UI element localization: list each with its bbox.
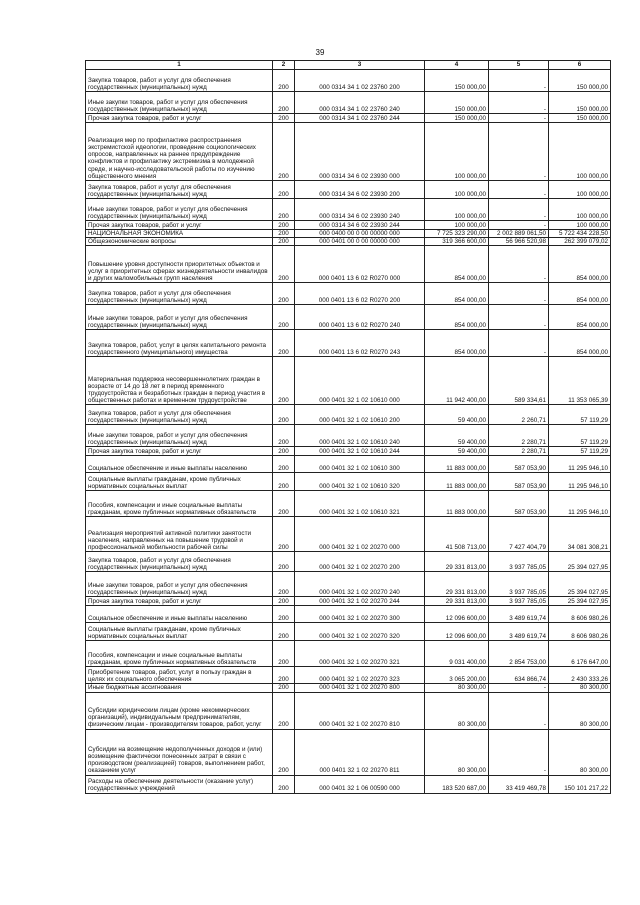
row-executed-amount-cell: 3 937 785,05 bbox=[489, 597, 549, 606]
row-line-code-cell: 200 bbox=[273, 606, 295, 623]
table-row bbox=[86, 692, 611, 729]
row-name-cell: Приобретение товаров, работ, услуг в пользу граждан в целях их социального обеспечения bbox=[86, 667, 273, 684]
row-budget-code-cell: 000 0401 32 1 02 10610 321 bbox=[295, 491, 425, 517]
row-executed-amount-cell: 3 489 619,74 bbox=[489, 606, 549, 623]
row-remaining-amount-cell: 100 000,00 bbox=[549, 181, 611, 199]
row-name-cell: Субсидии на возмещение недополученных доходов и (или) возмещение фактически понесенных затрат в связи с производством (реализацией) товаров, выполнением работ, оказанием услуг bbox=[86, 729, 273, 775]
row-executed-amount-cell: - bbox=[489, 221, 549, 230]
table-row bbox=[86, 405, 611, 425]
row-line-code-cell: 200 bbox=[273, 775, 295, 793]
row-budget-code-cell: 000 0401 32 1 02 20270 000 bbox=[295, 517, 425, 552]
row-name-cell: Иные закупки товаров, работ и услуг для обеспечения государственных (муниципальных) нужд bbox=[86, 572, 273, 597]
row-budget-code-cell: 000 0401 32 1 02 20270 800 bbox=[295, 684, 425, 692]
table-row bbox=[86, 775, 611, 793]
row-budget-code-cell: 000 0401 32 1 02 20270 200 bbox=[295, 552, 425, 572]
table-row bbox=[86, 491, 611, 517]
row-approved-amount-cell: 150 000,00 bbox=[425, 70, 489, 92]
row-name-cell: Реализация мер по профилактике распространения экстремистской идеологии, проведение социологических опросов, направленных на раннее предупреждение конфликтов и профилактику экстремизма в молодежной среде, и научно-исследовательской работы по изучению общественного мнения bbox=[86, 123, 273, 181]
row-executed-amount-cell: 587 053,90 bbox=[489, 491, 549, 517]
row-remaining-amount-cell: 854 000,00 bbox=[549, 330, 611, 357]
row-approved-amount-cell: 11 883 000,00 bbox=[425, 491, 489, 517]
row-executed-amount-cell: - bbox=[489, 70, 549, 92]
row-executed-amount-cell: - bbox=[489, 114, 549, 123]
row-approved-amount-cell: 80 300,00 bbox=[425, 729, 489, 775]
row-line-code-cell: 200 bbox=[273, 597, 295, 606]
row-approved-amount-cell: 11 883 000,00 bbox=[425, 473, 489, 491]
row-line-code-cell: 200 bbox=[273, 623, 295, 641]
row-remaining-amount-cell: 854 000,00 bbox=[549, 283, 611, 305]
row-name-cell: Прочая закупка товаров, работ и услуг bbox=[86, 221, 273, 230]
row-budget-code-cell: 000 0401 32 1 02 10610 240 bbox=[295, 425, 425, 447]
row-name-cell: Прочая закупка товаров, работ и услуг bbox=[86, 597, 273, 606]
row-budget-code-cell: 000 0401 32 1 02 10610 320 bbox=[295, 473, 425, 491]
row-name-cell: Закупка товаров, работ и услуг для обеспечения государственных (муниципальных) нужд bbox=[86, 552, 273, 572]
row-budget-code-cell: 000 0401 32 1 02 20270 240 bbox=[295, 572, 425, 597]
row-budget-code-cell: 000 0314 34 6 02 23930 000 bbox=[295, 123, 425, 181]
row-remaining-amount-cell: 2 430 333,26 bbox=[549, 667, 611, 684]
column-header-5: 5 bbox=[489, 61, 549, 70]
budget-execution-table bbox=[85, 60, 611, 794]
row-name-cell: Реализация мероприятий активной политики занятости населения, направленных на повышение трудовой и профессиональной мобильности рабочей силы bbox=[86, 517, 273, 552]
row-line-code-cell: 200 bbox=[273, 447, 295, 456]
row-line-code-cell: 200 bbox=[273, 552, 295, 572]
table-row bbox=[86, 456, 611, 473]
row-executed-amount-cell: - bbox=[489, 199, 549, 221]
row-executed-amount-cell: 634 866,74 bbox=[489, 667, 549, 684]
row-executed-amount-cell: 2 002 889 061,50 bbox=[489, 230, 549, 238]
row-line-code-cell: 200 bbox=[273, 641, 295, 667]
row-budget-code-cell: 000 0401 13 6 02 R0270 243 bbox=[295, 330, 425, 357]
table-row bbox=[86, 641, 611, 667]
row-remaining-amount-cell: 80 300,00 bbox=[549, 692, 611, 729]
row-line-code-cell: 200 bbox=[273, 70, 295, 92]
row-remaining-amount-cell: 11 353 065,39 bbox=[549, 357, 611, 405]
row-approved-amount-cell: 854 000,00 bbox=[425, 283, 489, 305]
table-row bbox=[86, 425, 611, 447]
table-row bbox=[86, 517, 611, 552]
row-approved-amount-cell: 100 000,00 bbox=[425, 221, 489, 230]
row-budget-code-cell: 000 0401 13 6 02 R0270 240 bbox=[295, 305, 425, 330]
column-header-3: 3 bbox=[295, 61, 425, 70]
row-executed-amount-cell: 587 053,90 bbox=[489, 473, 549, 491]
row-approved-amount-cell: 59 400,00 bbox=[425, 447, 489, 456]
row-approved-amount-cell: 3 065 200,00 bbox=[425, 667, 489, 684]
row-name-cell: Расходы на обеспечение деятельности (оказание услуг) государственных учреждений bbox=[86, 775, 273, 793]
row-line-code-cell: 200 bbox=[273, 684, 295, 692]
row-remaining-amount-cell: 262 399 079,02 bbox=[549, 238, 611, 246]
row-remaining-amount-cell: 57 119,29 bbox=[549, 405, 611, 425]
row-approved-amount-cell: 80 300,00 bbox=[425, 692, 489, 729]
table-row bbox=[86, 238, 611, 246]
row-approved-amount-cell: 319 366 600,00 bbox=[425, 238, 489, 246]
row-remaining-amount-cell: 100 000,00 bbox=[549, 221, 611, 230]
row-budget-code-cell: 000 0314 34 6 02 23930 244 bbox=[295, 221, 425, 230]
row-approved-amount-cell: 29 331 813,00 bbox=[425, 552, 489, 572]
column-header-2: 2 bbox=[273, 61, 295, 70]
row-executed-amount-cell: 589 334,61 bbox=[489, 357, 549, 405]
row-budget-code-cell: 000 0401 32 1 02 10610 000 bbox=[295, 357, 425, 405]
row-remaining-amount-cell: 57 119,29 bbox=[549, 447, 611, 456]
row-line-code-cell: 200 bbox=[273, 283, 295, 305]
row-name-cell: НАЦИОНАЛЬНАЯ ЭКОНОМИКА bbox=[86, 230, 273, 238]
table-row bbox=[86, 199, 611, 221]
row-approved-amount-cell: 12 096 600,00 bbox=[425, 623, 489, 641]
row-executed-amount-cell: - bbox=[489, 123, 549, 181]
row-remaining-amount-cell: 854 000,00 bbox=[549, 305, 611, 330]
table-row bbox=[86, 473, 611, 491]
table-row bbox=[86, 70, 611, 92]
table-row bbox=[86, 447, 611, 456]
row-remaining-amount-cell: 854 000,00 bbox=[549, 246, 611, 283]
row-remaining-amount-cell: 5 722 434 228,50 bbox=[549, 230, 611, 238]
table-row bbox=[86, 552, 611, 572]
row-approved-amount-cell: 80 300,00 bbox=[425, 684, 489, 692]
row-remaining-amount-cell: 150 000,00 bbox=[549, 114, 611, 123]
row-executed-amount-cell: 7 427 404,79 bbox=[489, 517, 549, 552]
row-line-code-cell: 200 bbox=[273, 357, 295, 405]
table-row bbox=[86, 667, 611, 684]
row-remaining-amount-cell: 150 101 217,22 bbox=[549, 775, 611, 793]
row-budget-code-cell: 000 0401 32 1 06 00590 000 bbox=[295, 775, 425, 793]
table-row bbox=[86, 114, 611, 123]
table-row bbox=[86, 230, 611, 238]
row-line-code-cell: 200 bbox=[273, 692, 295, 729]
row-budget-code-cell: 000 0400 00 0 00 00000 000 bbox=[295, 230, 425, 238]
row-executed-amount-cell: 2 280,71 bbox=[489, 447, 549, 456]
page-number: 39 bbox=[315, 48, 325, 57]
table-row bbox=[86, 729, 611, 775]
row-approved-amount-cell: 41 508 713,00 bbox=[425, 517, 489, 552]
table-row bbox=[86, 123, 611, 181]
table-row bbox=[86, 305, 611, 330]
row-budget-code-cell: 000 0314 34 1 02 23760 200 bbox=[295, 70, 425, 92]
row-executed-amount-cell: 56 966 520,98 bbox=[489, 238, 549, 246]
row-budget-code-cell: 000 0401 13 6 02 R0270 200 bbox=[295, 283, 425, 305]
row-remaining-amount-cell: 25 394 027,95 bbox=[549, 552, 611, 572]
row-name-cell: Общеэкономические вопросы bbox=[86, 238, 273, 246]
row-line-code-cell: 200 bbox=[273, 667, 295, 684]
row-name-cell: Закупка товаров, работ и услуг для обеспечения государственных (муниципальных) нужд bbox=[86, 283, 273, 305]
column-header-4: 4 bbox=[425, 61, 489, 70]
row-executed-amount-cell: - bbox=[489, 283, 549, 305]
table-row bbox=[86, 283, 611, 305]
row-approved-amount-cell: 29 331 813,00 bbox=[425, 597, 489, 606]
row-remaining-amount-cell: 25 394 027,95 bbox=[549, 597, 611, 606]
row-remaining-amount-cell: 34 081 308,21 bbox=[549, 517, 611, 552]
row-executed-amount-cell: - bbox=[489, 692, 549, 729]
row-executed-amount-cell: - bbox=[489, 684, 549, 692]
row-executed-amount-cell: 2 260,71 bbox=[489, 405, 549, 425]
row-approved-amount-cell: 59 400,00 bbox=[425, 425, 489, 447]
row-name-cell: Социальное обеспечение и иные выплаты населению bbox=[86, 606, 273, 623]
row-executed-amount-cell: 2 280,71 bbox=[489, 425, 549, 447]
row-remaining-amount-cell: 6 176 647,00 bbox=[549, 641, 611, 667]
row-approved-amount-cell: 150 000,00 bbox=[425, 92, 489, 114]
row-line-code-cell: 200 bbox=[273, 114, 295, 123]
row-approved-amount-cell: 9 031 400,00 bbox=[425, 641, 489, 667]
row-budget-code-cell: 000 0401 32 1 02 20270 810 bbox=[295, 692, 425, 729]
row-budget-code-cell: 000 0314 34 1 02 23760 240 bbox=[295, 92, 425, 114]
row-line-code-cell: 200 bbox=[273, 181, 295, 199]
row-name-cell: Закупка товаров, работ и услуг для обеспечения государственных (муниципальных) нужд bbox=[86, 405, 273, 425]
row-name-cell: Закупка товаров, работ и услуг для обеспечения государственных (муниципальных) нужд bbox=[86, 181, 273, 199]
row-approved-amount-cell: 854 000,00 bbox=[425, 246, 489, 283]
row-approved-amount-cell: 11 942 400,00 bbox=[425, 357, 489, 405]
row-line-code-cell: 200 bbox=[273, 405, 295, 425]
row-executed-amount-cell: 587 053,90 bbox=[489, 456, 549, 473]
row-budget-code-cell: 000 0401 32 1 02 20270 244 bbox=[295, 597, 425, 606]
column-header-1: 1 bbox=[86, 61, 273, 70]
row-line-code-cell: 200 bbox=[273, 230, 295, 238]
row-line-code-cell: 200 bbox=[273, 572, 295, 597]
row-remaining-amount-cell: 150 000,00 bbox=[549, 70, 611, 92]
row-line-code-cell: 200 bbox=[273, 123, 295, 181]
table-header-row bbox=[86, 61, 611, 70]
row-remaining-amount-cell: 25 394 027,95 bbox=[549, 572, 611, 597]
row-executed-amount-cell: - bbox=[489, 305, 549, 330]
row-executed-amount-cell: - bbox=[489, 181, 549, 199]
row-name-cell: Субсидии юридическим лицам (кроме некоммерческих организаций), индивидуальным предпринимателям, физическим лицам - производителям товаров, работ, услуг bbox=[86, 692, 273, 729]
row-approved-amount-cell: 854 000,00 bbox=[425, 305, 489, 330]
row-budget-code-cell: 000 0401 13 6 02 R0270 000 bbox=[295, 246, 425, 283]
row-remaining-amount-cell: 100 000,00 bbox=[549, 199, 611, 221]
row-remaining-amount-cell: 8 606 980,26 bbox=[549, 623, 611, 641]
table-row bbox=[86, 606, 611, 623]
row-approved-amount-cell: 59 400,00 bbox=[425, 405, 489, 425]
row-line-code-cell: 200 bbox=[273, 425, 295, 447]
table-row bbox=[86, 357, 611, 405]
row-approved-amount-cell: 183 520 687,00 bbox=[425, 775, 489, 793]
row-approved-amount-cell: 854 000,00 bbox=[425, 330, 489, 357]
row-approved-amount-cell: 11 883 000,00 bbox=[425, 456, 489, 473]
row-budget-code-cell: 000 0401 32 1 02 20270 811 bbox=[295, 729, 425, 775]
row-line-code-cell: 200 bbox=[273, 491, 295, 517]
row-budget-code-cell: 000 0314 34 1 02 23760 244 bbox=[295, 114, 425, 123]
row-name-cell: Иные закупки товаров, работ и услуг для обеспечения государственных (муниципальных) нужд bbox=[86, 92, 273, 114]
row-budget-code-cell: 000 0401 32 1 02 10610 200 bbox=[295, 405, 425, 425]
row-approved-amount-cell: 100 000,00 bbox=[425, 123, 489, 181]
row-budget-code-cell: 000 0401 00 0 00 00000 000 bbox=[295, 238, 425, 246]
row-budget-code-cell: 000 0401 32 1 02 10610 244 bbox=[295, 447, 425, 456]
row-line-code-cell: 200 bbox=[273, 246, 295, 283]
table-row bbox=[86, 92, 611, 114]
table-row bbox=[86, 330, 611, 357]
row-name-cell: Материальная поддержка несовершеннолетних граждан в возрасте от 14 до 18 лет в период временного трудоустройства и безработных граждан в период участия в общественных работах и временном трудоустройстве bbox=[86, 357, 273, 405]
row-name-cell: Социальное обеспечение и иные выплаты населению bbox=[86, 456, 273, 473]
row-line-code-cell: 200 bbox=[273, 456, 295, 473]
row-name-cell: Прочая закупка товаров, работ и услуг bbox=[86, 447, 273, 456]
row-remaining-amount-cell: 11 295 946,10 bbox=[549, 456, 611, 473]
row-budget-code-cell: 000 0401 32 1 02 20270 321 bbox=[295, 641, 425, 667]
row-budget-code-cell: 000 0401 32 1 02 20270 323 bbox=[295, 667, 425, 684]
row-executed-amount-cell: 2 854 753,00 bbox=[489, 641, 549, 667]
table-row bbox=[86, 623, 611, 641]
row-line-code-cell: 200 bbox=[273, 92, 295, 114]
table-row bbox=[86, 221, 611, 230]
table-row bbox=[86, 597, 611, 606]
row-line-code-cell: 200 bbox=[273, 221, 295, 230]
row-remaining-amount-cell: 80 300,00 bbox=[549, 684, 611, 692]
row-name-cell: Иные закупки товаров, работ и услуг для обеспечения государственных (муниципальных) нужд bbox=[86, 425, 273, 447]
row-budget-code-cell: 000 0401 32 1 02 10610 300 bbox=[295, 456, 425, 473]
row-name-cell: Иные бюджетные ассигнования bbox=[86, 684, 273, 692]
row-remaining-amount-cell: 11 295 946,10 bbox=[549, 473, 611, 491]
row-line-code-cell: 200 bbox=[273, 199, 295, 221]
row-line-code-cell: 200 bbox=[273, 305, 295, 330]
row-name-cell: Социальные выплаты гражданам, кроме публичных нормативных социальных выплат bbox=[86, 473, 273, 491]
row-remaining-amount-cell: 100 000,00 bbox=[549, 123, 611, 181]
row-name-cell: Закупка товаров, работ и услуг для обеспечения государственных (муниципальных) нужд bbox=[86, 70, 273, 92]
row-name-cell: Закупка товаров, работ, услуг в целях капитального ремонта государственного (муниципального) имущества bbox=[86, 330, 273, 357]
row-remaining-amount-cell: 80 300,00 bbox=[549, 729, 611, 775]
row-approved-amount-cell: 7 725 323 290,00 bbox=[425, 230, 489, 238]
row-remaining-amount-cell: 11 295 946,10 bbox=[549, 491, 611, 517]
row-line-code-cell: 200 bbox=[273, 517, 295, 552]
row-name-cell: Повышение уровня доступности приоритетных объектов и услуг в приоритетных сферах жизнедеятельности инвалидов и других маломобильных групп населения bbox=[86, 246, 273, 283]
column-header-6: 6 bbox=[549, 61, 611, 70]
row-name-cell: Социальные выплаты гражданам, кроме публичных нормативных социальных выплат bbox=[86, 623, 273, 641]
row-approved-amount-cell: 100 000,00 bbox=[425, 181, 489, 199]
row-remaining-amount-cell: 8 606 980,26 bbox=[549, 606, 611, 623]
row-budget-code-cell: 000 0401 32 1 02 20270 300 bbox=[295, 606, 425, 623]
row-executed-amount-cell: - bbox=[489, 246, 549, 283]
row-executed-amount-cell: 3 937 785,05 bbox=[489, 572, 549, 597]
row-executed-amount-cell: - bbox=[489, 92, 549, 114]
row-name-cell: Прочая закупка товаров, работ и услуг bbox=[86, 114, 273, 123]
row-budget-code-cell: 000 0314 34 6 02 23930 200 bbox=[295, 181, 425, 199]
row-line-code-cell: 200 bbox=[273, 330, 295, 357]
row-executed-amount-cell: 33 419 469,78 bbox=[489, 775, 549, 793]
row-line-code-cell: 200 bbox=[273, 729, 295, 775]
row-executed-amount-cell: - bbox=[489, 729, 549, 775]
row-name-cell: Пособия, компенсации и иные социальные выплаты гражданам, кроме публичных нормативных обязательств bbox=[86, 491, 273, 517]
row-name-cell: Иные закупки товаров, работ и услуг для обеспечения государственных (муниципальных) нужд bbox=[86, 199, 273, 221]
row-name-cell: Пособия, компенсации и иные социальные выплаты гражданам, кроме публичных нормативных обязательств bbox=[86, 641, 273, 667]
row-remaining-amount-cell: 150 000,00 bbox=[549, 92, 611, 114]
row-line-code-cell: 200 bbox=[273, 238, 295, 246]
row-executed-amount-cell: 3 489 619,74 bbox=[489, 623, 549, 641]
row-approved-amount-cell: 100 000,00 bbox=[425, 199, 489, 221]
row-budget-code-cell: 000 0314 34 6 02 23930 240 bbox=[295, 199, 425, 221]
table-row bbox=[86, 181, 611, 199]
row-approved-amount-cell: 12 096 600,00 bbox=[425, 606, 489, 623]
table-row bbox=[86, 246, 611, 283]
row-approved-amount-cell: 29 331 813,00 bbox=[425, 572, 489, 597]
row-approved-amount-cell: 150 000,00 bbox=[425, 114, 489, 123]
table-row bbox=[86, 572, 611, 597]
row-line-code-cell: 200 bbox=[273, 473, 295, 491]
row-executed-amount-cell: 3 937 785,05 bbox=[489, 552, 549, 572]
row-budget-code-cell: 000 0401 32 1 02 20270 320 bbox=[295, 623, 425, 641]
row-executed-amount-cell: - bbox=[489, 330, 549, 357]
table-row bbox=[86, 684, 611, 692]
row-remaining-amount-cell: 57 119,29 bbox=[549, 425, 611, 447]
row-name-cell: Иные закупки товаров, работ и услуг для обеспечения государственных (муниципальных) нужд bbox=[86, 305, 273, 330]
